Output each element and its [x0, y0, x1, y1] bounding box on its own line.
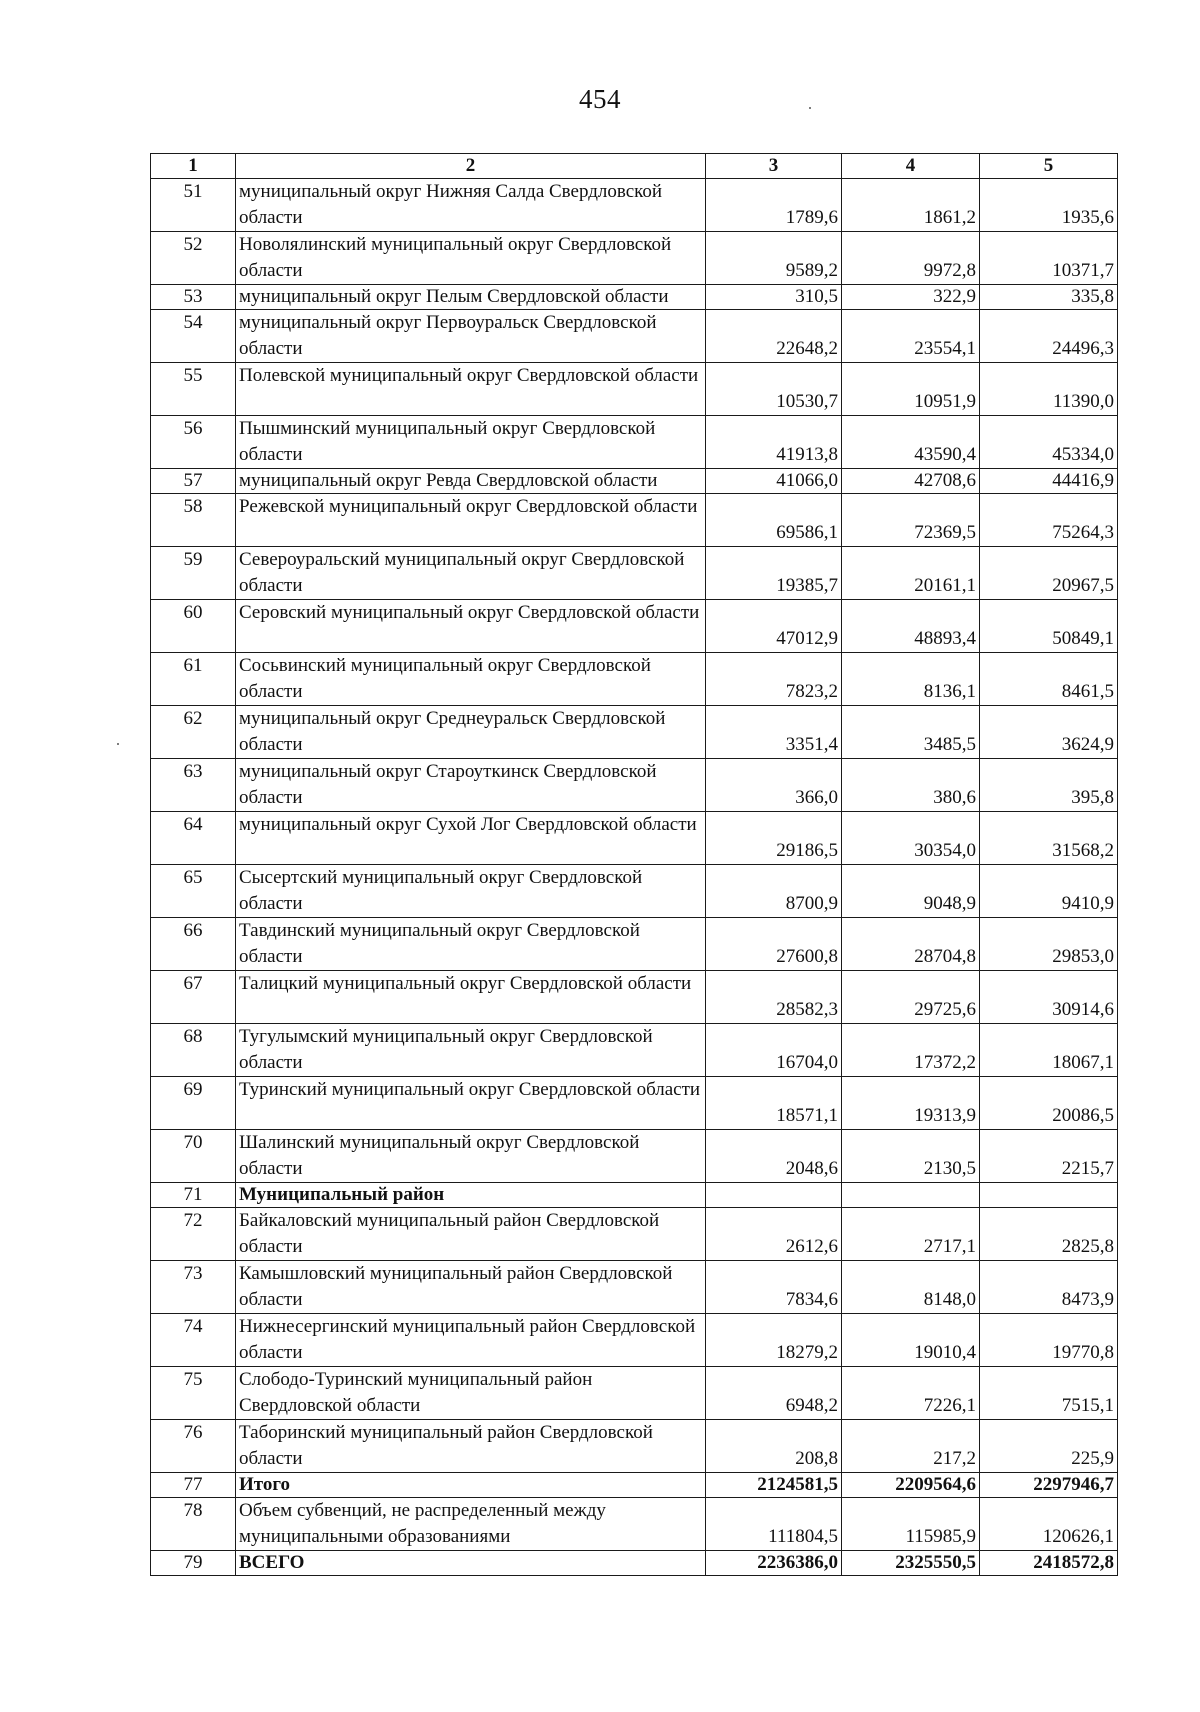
table-row [151, 812, 1118, 865]
value-col4-cell: 30354,0 [842, 812, 980, 865]
municipality-name-cell: Тавдинский муниципальный округ Свердловской области [236, 918, 706, 971]
value-col3-cell: 7823,2 [706, 653, 842, 706]
table-row [151, 494, 1118, 547]
value-col3-cell: 366,0 [706, 759, 842, 812]
municipality-name-cell: Серовский муниципальный округ Свердловской области [236, 600, 706, 653]
value-col4-cell: 19010,4 [842, 1314, 980, 1367]
value-col5-cell: 11390,0 [980, 363, 1118, 416]
municipality-name-cell: Североуральский муниципальный округ Свердловской области [236, 547, 706, 600]
row-number-cell: 71 [151, 1183, 236, 1208]
value-col5-cell: 50849,1 [980, 600, 1118, 653]
value-col4-cell: 43590,4 [842, 416, 980, 469]
value-col5-cell: 45334,0 [980, 416, 1118, 469]
value-col5-cell: 2215,7 [980, 1130, 1118, 1183]
municipality-name-cell: Шалинский муниципальный округ Свердловской области [236, 1130, 706, 1183]
value-col5-cell: 29853,0 [980, 918, 1118, 971]
municipality-name-cell: Талицкий муниципальный округ Свердловской области [236, 971, 706, 1024]
table-row [151, 416, 1118, 469]
value-col4-cell: 9048,9 [842, 865, 980, 918]
row-number-cell: 57 [151, 469, 236, 494]
value-col4-cell: 380,6 [842, 759, 980, 812]
municipality-name-cell: Байкаловский муниципальный район Свердловской области [236, 1208, 706, 1261]
column-header: 4 [842, 154, 980, 179]
municipality-name-cell: Итого [236, 1473, 706, 1498]
value-col5-cell: 9410,9 [980, 865, 1118, 918]
value-col5-cell: 20086,5 [980, 1077, 1118, 1130]
value-col4-cell: 10951,9 [842, 363, 980, 416]
table-row [151, 1077, 1118, 1130]
municipality-name-cell: муниципальный округ Среднеуральск Свердловской области [236, 706, 706, 759]
row-number-cell: 59 [151, 547, 236, 600]
value-col5-cell: 8461,5 [980, 653, 1118, 706]
row-number-cell: 54 [151, 310, 236, 363]
page-number: 454 [579, 84, 621, 114]
header-row [151, 154, 1118, 179]
value-col4-cell: 2209564,6 [842, 1473, 980, 1498]
municipality-name-cell: Камышловский муниципальный район Свердловской области [236, 1261, 706, 1314]
value-col4-cell: 48893,4 [842, 600, 980, 653]
table-row [151, 1473, 1118, 1498]
table-row [151, 547, 1118, 600]
table-row [151, 1314, 1118, 1367]
value-col5-cell: 24496,3 [980, 310, 1118, 363]
municipality-name-cell: Режевской муниципальный округ Свердловской области [236, 494, 706, 547]
row-number-cell: 69 [151, 1077, 236, 1130]
municipality-name-cell: Муниципальный район [236, 1183, 706, 1208]
value-col3-cell: 8700,9 [706, 865, 842, 918]
value-col5-cell: 395,8 [980, 759, 1118, 812]
value-col4-cell: 7226,1 [842, 1367, 980, 1420]
row-number-cell: 74 [151, 1314, 236, 1367]
value-col4-cell [842, 1183, 980, 1208]
table-row [151, 918, 1118, 971]
value-col4-cell: 115985,9 [842, 1498, 980, 1551]
table-row [151, 285, 1118, 310]
column-header: 2 [236, 154, 706, 179]
row-number-cell: 58 [151, 494, 236, 547]
value-col5-cell: 2825,8 [980, 1208, 1118, 1261]
row-number-cell: 73 [151, 1261, 236, 1314]
value-col4-cell: 2717,1 [842, 1208, 980, 1261]
table-row [151, 469, 1118, 494]
municipality-name-cell: Сысертский муниципальный округ Свердловской области [236, 865, 706, 918]
column-header: 5 [980, 154, 1118, 179]
value-col5-cell: 225,9 [980, 1420, 1118, 1473]
table-row [151, 1130, 1118, 1183]
row-number-cell: 62 [151, 706, 236, 759]
municipality-name-cell: Сосьвинский муниципальный округ Свердловской области [236, 653, 706, 706]
value-col3-cell [706, 1183, 842, 1208]
value-col5-cell: 30914,6 [980, 971, 1118, 1024]
table-row [151, 363, 1118, 416]
row-number-cell: 78 [151, 1498, 236, 1551]
value-col3-cell: 22648,2 [706, 310, 842, 363]
municipality-name-cell: муниципальный округ Нижняя Салда Свердловской области [236, 179, 706, 232]
value-col4-cell: 42708,6 [842, 469, 980, 494]
municipality-name-cell: муниципальный округ Первоуральск Свердловской области [236, 310, 706, 363]
value-col3-cell: 29186,5 [706, 812, 842, 865]
value-col4-cell: 3485,5 [842, 706, 980, 759]
table-row [151, 232, 1118, 285]
row-number-cell: 79 [151, 1551, 236, 1576]
municipality-name-cell: муниципальный округ Ревда Свердловской области [236, 469, 706, 494]
scan-speck [809, 107, 811, 109]
value-col3-cell: 2612,6 [706, 1208, 842, 1261]
value-col5-cell: 2297946,7 [980, 1473, 1118, 1498]
row-number-cell: 68 [151, 1024, 236, 1077]
data-table [150, 153, 1118, 1576]
table-row [151, 1183, 1118, 1208]
table-body [151, 179, 1118, 1576]
table-row [151, 1367, 1118, 1420]
value-col3-cell: 310,5 [706, 285, 842, 310]
value-col5-cell: 7515,1 [980, 1367, 1118, 1420]
value-col3-cell: 1789,6 [706, 179, 842, 232]
table-row [151, 759, 1118, 812]
table-row [151, 1420, 1118, 1473]
municipality-name-cell: Новолялинский муниципальный округ Свердловской области [236, 232, 706, 285]
value-col4-cell: 9972,8 [842, 232, 980, 285]
municipality-name-cell: муниципальный округ Пелым Свердловской области [236, 285, 706, 310]
value-col5-cell: 120626,1 [980, 1498, 1118, 1551]
table-row [151, 179, 1118, 232]
municipality-name-cell: муниципальный округ Староуткинск Свердловской области [236, 759, 706, 812]
value-col3-cell: 69586,1 [706, 494, 842, 547]
value-col5-cell: 8473,9 [980, 1261, 1118, 1314]
value-col3-cell: 2236386,0 [706, 1551, 842, 1576]
row-number-cell: 53 [151, 285, 236, 310]
value-col5-cell: 335,8 [980, 285, 1118, 310]
value-col3-cell: 111804,5 [706, 1498, 842, 1551]
value-col4-cell: 29725,6 [842, 971, 980, 1024]
municipality-name-cell: Объем субвенций, не распределенный между муниципальными образованиями [236, 1498, 706, 1551]
value-col4-cell: 2130,5 [842, 1130, 980, 1183]
row-number-cell: 66 [151, 918, 236, 971]
table-row [151, 1551, 1118, 1576]
value-col5-cell: 1935,6 [980, 179, 1118, 232]
value-col5-cell [980, 1183, 1118, 1208]
value-col3-cell: 3351,4 [706, 706, 842, 759]
table-row [151, 1261, 1118, 1314]
table-row [151, 1498, 1118, 1551]
value-col4-cell: 2325550,5 [842, 1551, 980, 1576]
value-col3-cell: 41066,0 [706, 469, 842, 494]
value-col5-cell: 10371,7 [980, 232, 1118, 285]
value-col4-cell: 23554,1 [842, 310, 980, 363]
table-row [151, 706, 1118, 759]
table-row [151, 653, 1118, 706]
value-col4-cell: 19313,9 [842, 1077, 980, 1130]
value-col3-cell: 18571,1 [706, 1077, 842, 1130]
value-col3-cell: 16704,0 [706, 1024, 842, 1077]
value-col5-cell: 44416,9 [980, 469, 1118, 494]
row-number-cell: 67 [151, 971, 236, 1024]
table-row [151, 310, 1118, 363]
row-number-cell: 65 [151, 865, 236, 918]
value-col3-cell: 19385,7 [706, 547, 842, 600]
row-number-cell: 72 [151, 1208, 236, 1261]
value-col4-cell: 28704,8 [842, 918, 980, 971]
value-col5-cell: 2418572,8 [980, 1551, 1118, 1576]
value-col5-cell: 19770,8 [980, 1314, 1118, 1367]
value-col4-cell: 8148,0 [842, 1261, 980, 1314]
municipality-name-cell: Пышминский муниципальный округ Свердловской области [236, 416, 706, 469]
value-col4-cell: 17372,2 [842, 1024, 980, 1077]
municipality-name-cell: Полевской муниципальный округ Свердловской области [236, 363, 706, 416]
value-col5-cell: 75264,3 [980, 494, 1118, 547]
value-col3-cell: 2124581,5 [706, 1473, 842, 1498]
column-header: 1 [151, 154, 236, 179]
value-col5-cell: 3624,9 [980, 706, 1118, 759]
municipality-name-cell: Тугулымский муниципальный округ Свердловской области [236, 1024, 706, 1077]
value-col5-cell: 18067,1 [980, 1024, 1118, 1077]
value-col3-cell: 27600,8 [706, 918, 842, 971]
value-col4-cell: 72369,5 [842, 494, 980, 547]
table-row [151, 865, 1118, 918]
value-col3-cell: 47012,9 [706, 600, 842, 653]
row-number-cell: 55 [151, 363, 236, 416]
value-col4-cell: 20161,1 [842, 547, 980, 600]
value-col4-cell: 8136,1 [842, 653, 980, 706]
municipality-name-cell: ВСЕГО [236, 1551, 706, 1576]
municipality-name-cell: Слободо-Туринский муниципальный район Свердловской области [236, 1367, 706, 1420]
row-number-cell: 60 [151, 600, 236, 653]
value-col3-cell: 41913,8 [706, 416, 842, 469]
value-col4-cell: 322,9 [842, 285, 980, 310]
value-col3-cell: 18279,2 [706, 1314, 842, 1367]
municipality-name-cell: Таборинский муниципальный район Свердловской области [236, 1420, 706, 1473]
municipality-name-cell: Туринский муниципальный округ Свердловской области [236, 1077, 706, 1130]
row-number-cell: 63 [151, 759, 236, 812]
row-number-cell: 64 [151, 812, 236, 865]
value-col3-cell: 7834,6 [706, 1261, 842, 1314]
municipality-name-cell: муниципальный округ Сухой Лог Свердловской области [236, 812, 706, 865]
row-number-cell: 76 [151, 1420, 236, 1473]
value-col3-cell: 6948,2 [706, 1367, 842, 1420]
value-col3-cell: 10530,7 [706, 363, 842, 416]
municipality-name-cell: Нижнесергинский муниципальный район Свердловской области [236, 1314, 706, 1367]
row-number-cell: 75 [151, 1367, 236, 1420]
column-header: 3 [706, 154, 842, 179]
row-number-cell: 70 [151, 1130, 236, 1183]
table-row [151, 971, 1118, 1024]
value-col3-cell: 208,8 [706, 1420, 842, 1473]
row-number-cell: 61 [151, 653, 236, 706]
value-col3-cell: 9589,2 [706, 232, 842, 285]
row-number-cell: 77 [151, 1473, 236, 1498]
scan-speck [117, 743, 119, 745]
value-col3-cell: 2048,6 [706, 1130, 842, 1183]
table-row [151, 1208, 1118, 1261]
value-col5-cell: 20967,5 [980, 547, 1118, 600]
row-number-cell: 52 [151, 232, 236, 285]
row-number-cell: 51 [151, 179, 236, 232]
row-number-cell: 56 [151, 416, 236, 469]
value-col3-cell: 28582,3 [706, 971, 842, 1024]
table-row [151, 600, 1118, 653]
value-col4-cell: 1861,2 [842, 179, 980, 232]
value-col4-cell: 217,2 [842, 1420, 980, 1473]
value-col5-cell: 31568,2 [980, 812, 1118, 865]
table-row [151, 1024, 1118, 1077]
